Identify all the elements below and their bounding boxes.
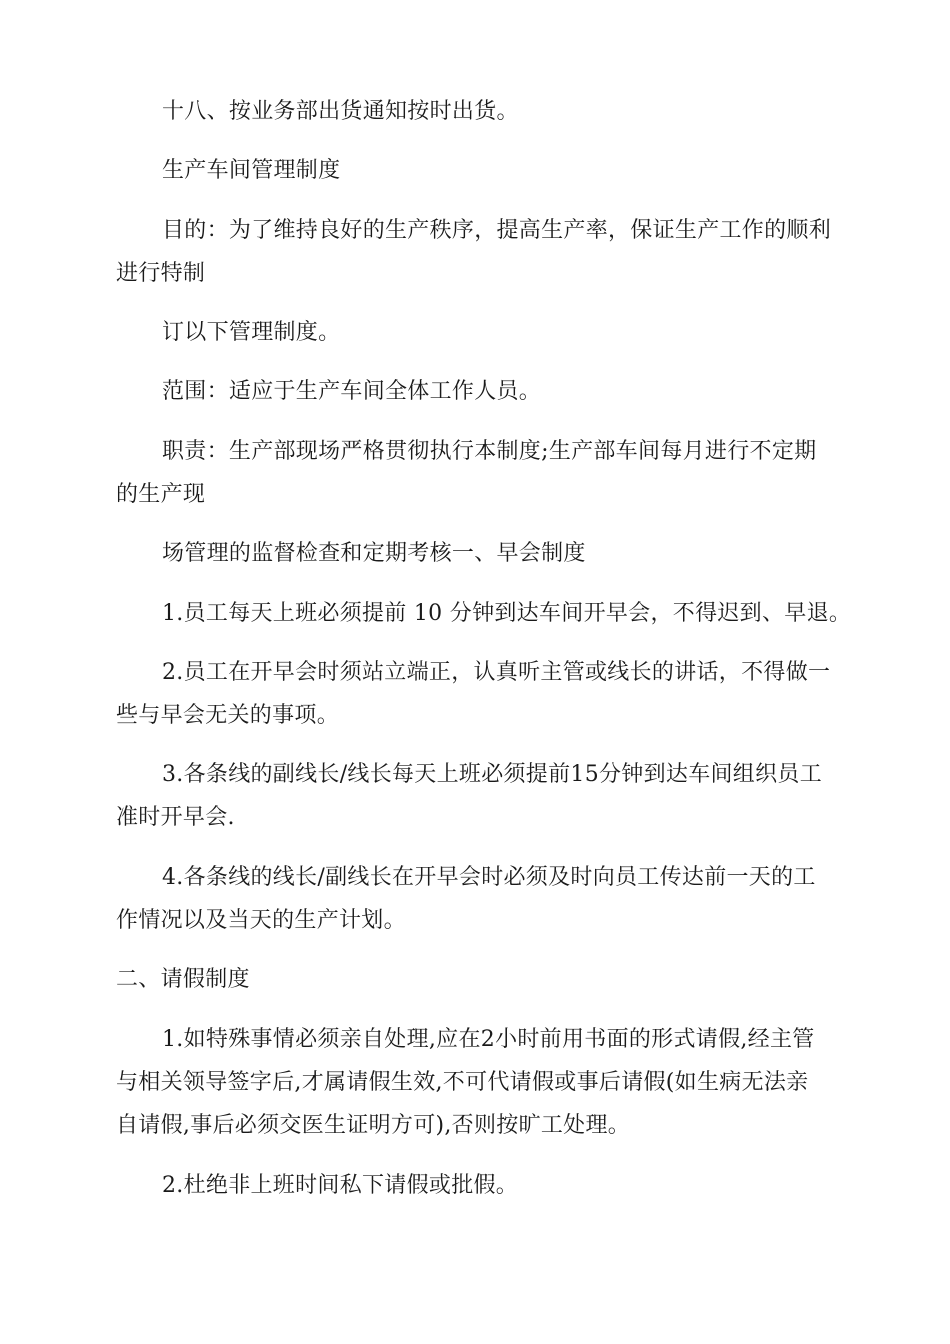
text-line: 订以下管理制度。 <box>162 320 341 345</box>
text-line: 的生产现 <box>116 482 206 507</box>
text-line: 自请假,事后必须交医生证明方可),否则按旷工处理。 <box>116 1113 631 1138</box>
text-line: 场管理的监督检查和定期考核一、早会制度 <box>162 541 586 566</box>
text-line: 十八、按业务部出货通知按时出货。 <box>162 99 519 124</box>
text-line: 进行特制 <box>116 261 206 286</box>
text-line: 4.各条线的线长/副线长在开早会时必须及时向员工传达前一天的工 <box>162 865 816 890</box>
text-line: 目的：为了维持良好的生产秩序，提高生产率，保证生产工作的顺利 <box>162 218 832 243</box>
text-line: 2.杜绝非上班时间私下请假或批假。 <box>162 1173 519 1198</box>
text-line: 2.员工在开早会时须站立端正，认真听主管或线长的讲话，不得做一 <box>162 660 831 685</box>
text-line: 1.员工每天上班必须提前 10 分钟到达车间开早会，不得迟到、早退。 <box>162 601 852 626</box>
section-heading: 生产车间管理制度 <box>162 158 341 183</box>
text-line: 3.各条线的副线长/线长每天上班必须提前15分钟到达车间组织员工 <box>162 762 822 787</box>
text-line: 与相关领导签字后,才属请假生效,不可代请假或事后请假(如生病无法亲 <box>116 1070 809 1095</box>
text-line: 作情况以及当天的生产计划。 <box>116 908 406 933</box>
text-line: 职责：生产部现场严格贯彻执行本制度;生产部车间每月进行不定期 <box>162 439 817 464</box>
text-line: 1.如特殊事情必须亲自处理,应在2小时前用书面的形式请假,经主管 <box>162 1027 815 1052</box>
text-line: 些与早会无关的事项。 <box>116 703 340 728</box>
section-heading: 二、请假制度 <box>116 967 250 992</box>
text-line: 范围：适应于生产车间全体工作人员。 <box>162 379 542 404</box>
text-line: 准时开早会. <box>116 805 235 830</box>
